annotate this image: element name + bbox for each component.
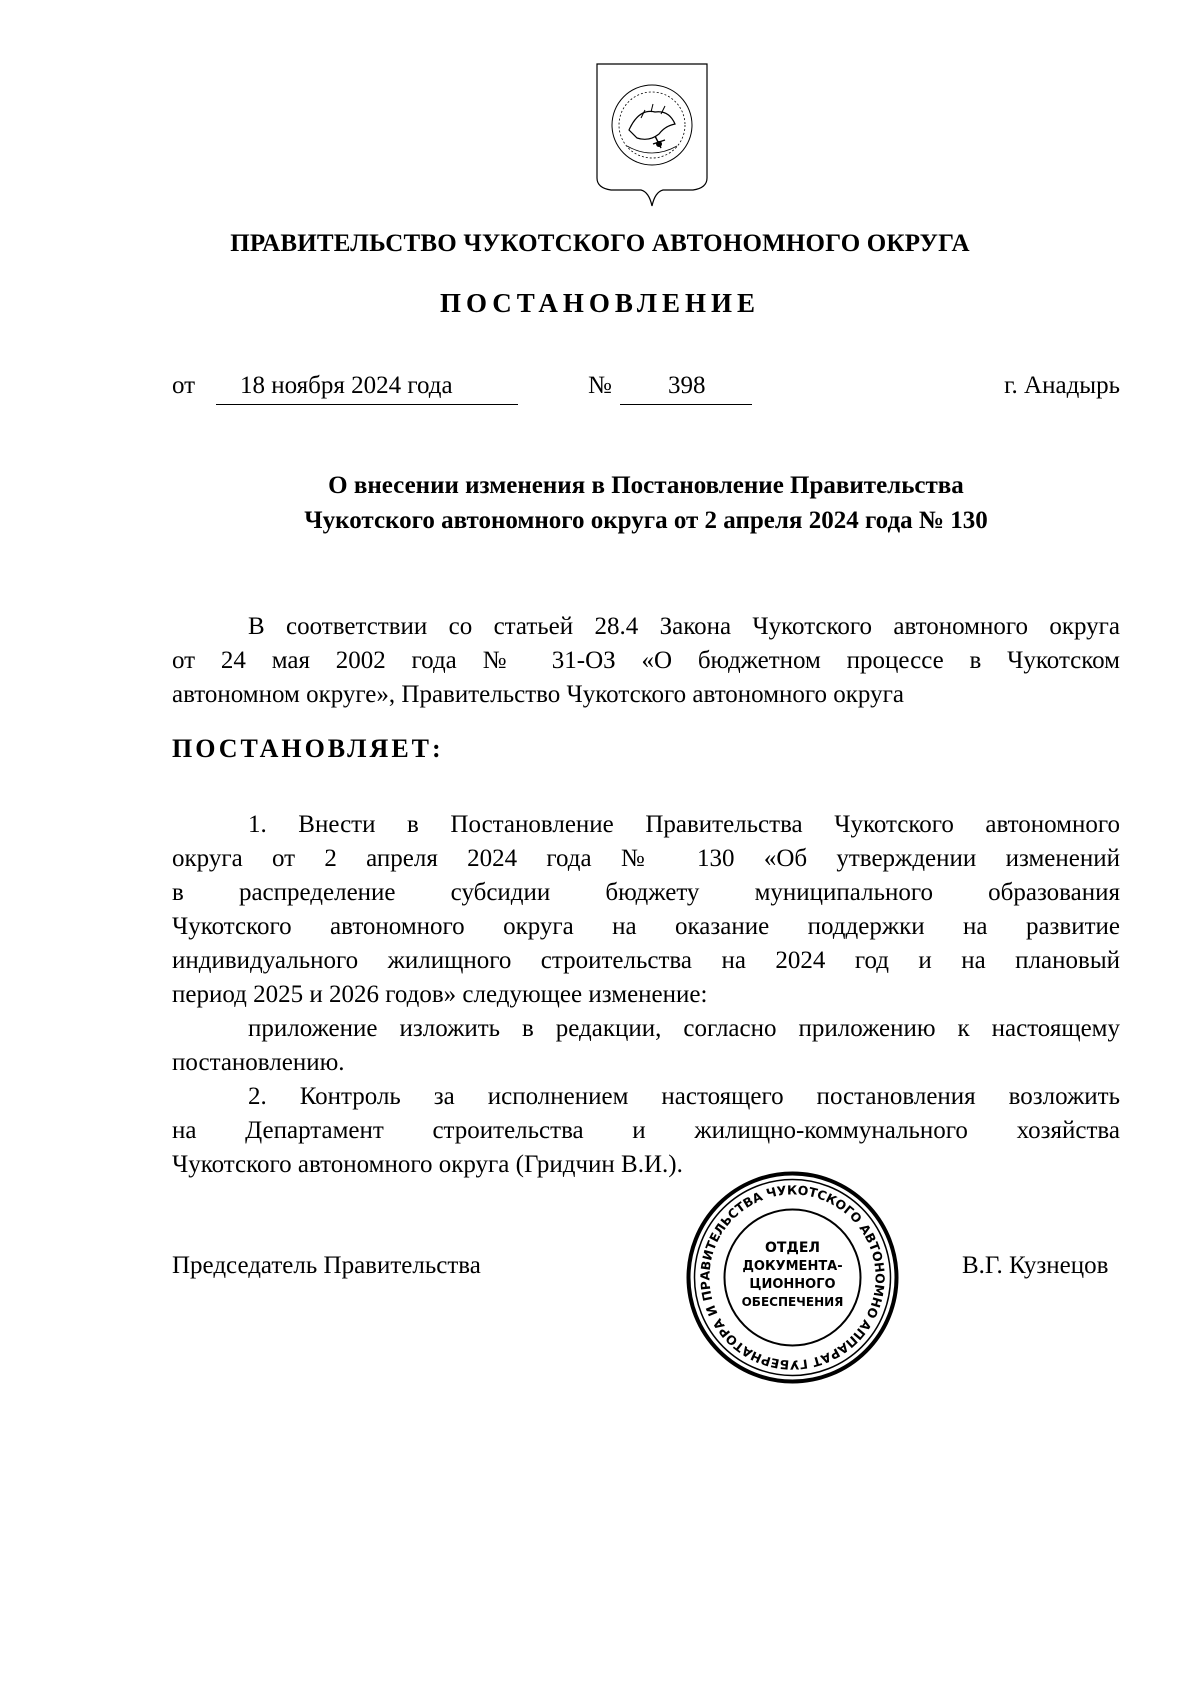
signatory-name: В.Г. Кузнецов <box>962 1252 1109 1279</box>
preamble-paragraph <box>172 610 1120 712</box>
text-line: Чукотского автономного округа (Гридчин В.И.). <box>172 1151 683 1178</box>
number-underline <box>620 404 752 405</box>
number-label: № <box>588 372 612 399</box>
text-line: период 2025 и 2026 годов» следующее изменение: <box>172 981 708 1008</box>
item-1-paragraph <box>172 808 1120 1080</box>
official-stamp <box>685 1170 900 1385</box>
text-line: 1. Внести в Постановление Правительства Чукотского автономного <box>248 811 1120 838</box>
resolves-heading: ПОСТАНОВЛЯЕТ: <box>172 734 444 763</box>
stamp-center-line: ОБЕСПЕЧЕНИЯ <box>741 1295 844 1309</box>
text-line: автономном округе», Правительство Чукотского автономного округа <box>172 681 904 708</box>
stamp-ring-text: АППАРАТ ГУБЕРНАТОРА И ПРАВИТЕЛЬСТВА ЧУКОТСКОГО АВТОНОМНОГО <box>697 1182 888 1373</box>
city: г. Анадырь <box>1004 372 1120 399</box>
coat-of-arms-emblem <box>593 60 711 210</box>
item-2-paragraph <box>172 1080 1120 1182</box>
date-underline <box>216 404 518 405</box>
document-number: 398 <box>668 372 706 399</box>
title-line: О внесении изменения в Постановление Правительства <box>328 472 964 499</box>
document-type-heading: ПОСТАНОВЛЕНИЕ <box>439 288 761 318</box>
text-line: постановлению. <box>172 1049 345 1076</box>
text-line: индивидуального жилищного строительства на 2024 год и на плановый <box>172 947 1120 974</box>
signatory-position: Председатель Правительства <box>172 1252 481 1279</box>
document-date: 18 ноября 2024 года <box>240 372 453 399</box>
text-line: округа от 2 апреля 2024 года № 130 «Об утверждении изменений <box>172 845 1120 872</box>
organization-heading: ПРАВИТЕЛЬСТВО ЧУКОТСКОГО АВТОНОМНОГО ОКРУГА <box>230 230 970 257</box>
text-line: на Департамент строительства и жилищно-коммунального хозяйства <box>172 1117 1120 1144</box>
document-meta-line <box>172 372 1120 408</box>
stamp-center-line: ЦИОННОГО <box>749 1277 836 1292</box>
stamp-center-line: ОТДЕЛ <box>764 1240 821 1256</box>
text-line: от 24 мая 2002 года № 31-ОЗ «О бюджетном процессе в Чукотском <box>172 647 1120 674</box>
text-line: 2. Контроль за исполнением настоящего постановления возложить <box>248 1083 1120 1110</box>
text-line: приложение изложить в редакции, согласно приложению к настоящему <box>248 1015 1120 1042</box>
from-label: от <box>172 372 196 399</box>
text-line: в распределение субсидии бюджету муниципального образования <box>172 879 1120 906</box>
stamp-center-line: ДОКУМЕНТА- <box>742 1259 843 1274</box>
document-title <box>172 468 1120 538</box>
text-line: В соответствии со статьей 28.4 Закона Чукотского автономного округа <box>248 613 1120 640</box>
text-line: Чукотского автономного округа на оказание поддержки на развитие <box>172 913 1120 940</box>
title-line: Чукотского автономного округа от 2 апреля 2024 года № 130 <box>304 507 988 534</box>
